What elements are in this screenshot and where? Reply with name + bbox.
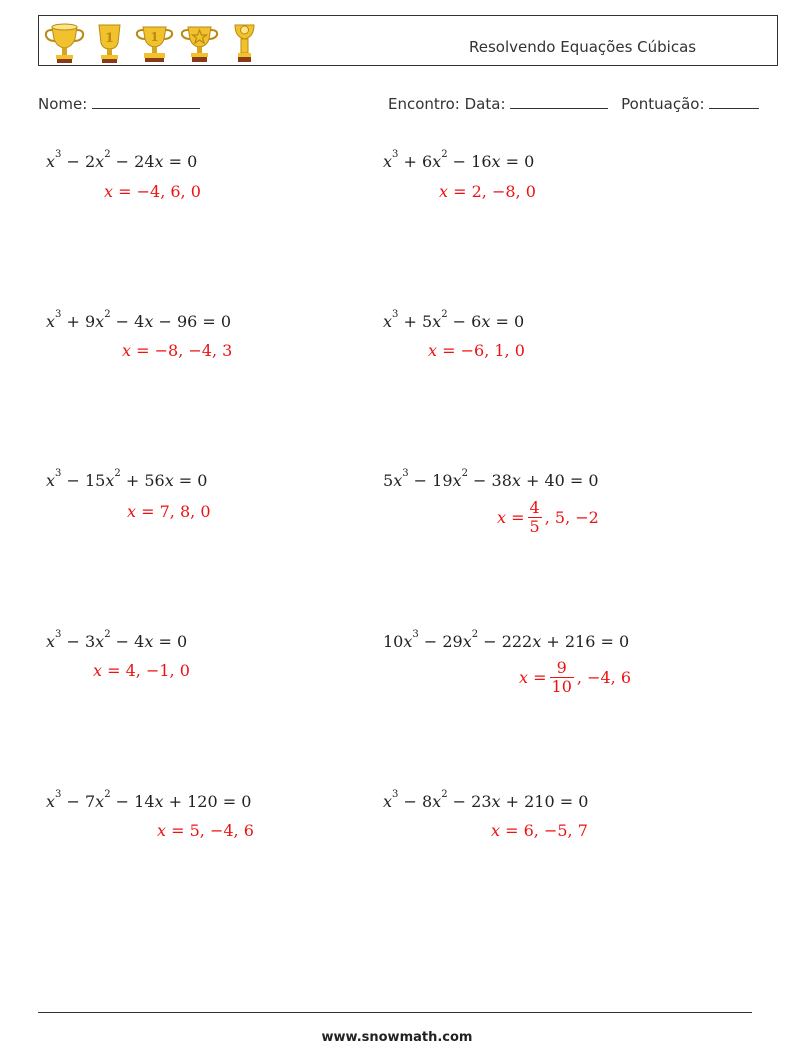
worksheet-header	[38, 15, 778, 66]
answer-fraction: $\frac{9}{10}$	[551, 658, 572, 696]
trophy-row	[42, 19, 267, 65]
problem-equation: $x^3 + 6x^2 - 16x = 0$	[383, 149, 535, 171]
problem-answer: x = 2, −8, 0	[439, 182, 536, 201]
problem-equation: $x^3 - 15x^2 + 56x = 0$	[46, 468, 208, 490]
problem-answer: x = 7, 8, 0	[127, 502, 211, 521]
problem-equation: $5x^3 - 19x^2 - 38x + 40 = 0$	[383, 468, 599, 490]
name-blank[interactable]	[92, 94, 200, 109]
problem-equation: $10x^3 - 29x^2 - 222x + 216 = 0$	[383, 629, 630, 651]
score-blank[interactable]	[709, 94, 759, 109]
problem-answer: x = −8, −4, 3	[122, 341, 233, 360]
problem-answer: x = 5, −4, 6	[157, 821, 254, 840]
problem-equation: $x^3 - 2x^2 - 24x = 0$	[46, 149, 198, 171]
date-blank[interactable]	[510, 94, 608, 109]
problem-answer: x = 4, −1, 0	[93, 661, 190, 680]
problem-equation: $x^3 - 8x^2 - 23x + 210 = 0$	[383, 789, 589, 811]
encounter-date-label: Encontro: Data:	[388, 95, 506, 113]
problem-answer: x = −4, 6, 0	[104, 182, 201, 201]
name-field	[38, 94, 200, 113]
answer-fraction: $\frac{4}{5}$	[529, 498, 540, 536]
problem-equation: $x^3 - 7x^2 - 14x + 120 = 0$	[46, 789, 252, 811]
problem-answer: x = −6, 1, 0	[428, 341, 525, 360]
svg-text:1: 1	[104, 31, 115, 46]
trophy-first-place-handles-icon	[132, 19, 177, 65]
problem-answer: x = $\frac{9}{10}$ , −4, 6	[519, 658, 631, 696]
name-label: Nome:	[38, 95, 88, 113]
footer-divider	[38, 1012, 752, 1013]
problem-equation: $x^3 + 5x^2 - 6x = 0$	[383, 309, 525, 331]
encounter-field	[388, 94, 759, 113]
problem-answer: x = 6, −5, 7	[491, 821, 588, 840]
problem-equation: $x^3 + 9x^2 - 4x - 96 = 0$	[46, 309, 232, 331]
score-label: Pontuação:	[621, 95, 705, 113]
worksheet-title: Resolvendo Equações Cúbicas	[469, 38, 697, 56]
svg-text:1: 1	[150, 30, 159, 44]
trophy-first-place-icon	[87, 19, 132, 65]
trophy-star-icon	[177, 19, 222, 65]
footer-url[interactable]: www.snowmath.com	[321, 1030, 473, 1045]
problem-answer: x = $\frac{4}{5}$ , 5, −2	[497, 498, 599, 536]
problem-equation: $x^3 - 3x^2 - 4x = 0$	[46, 629, 188, 651]
trophy-cup-icon	[42, 19, 87, 65]
trophy-medal-icon	[222, 19, 267, 65]
